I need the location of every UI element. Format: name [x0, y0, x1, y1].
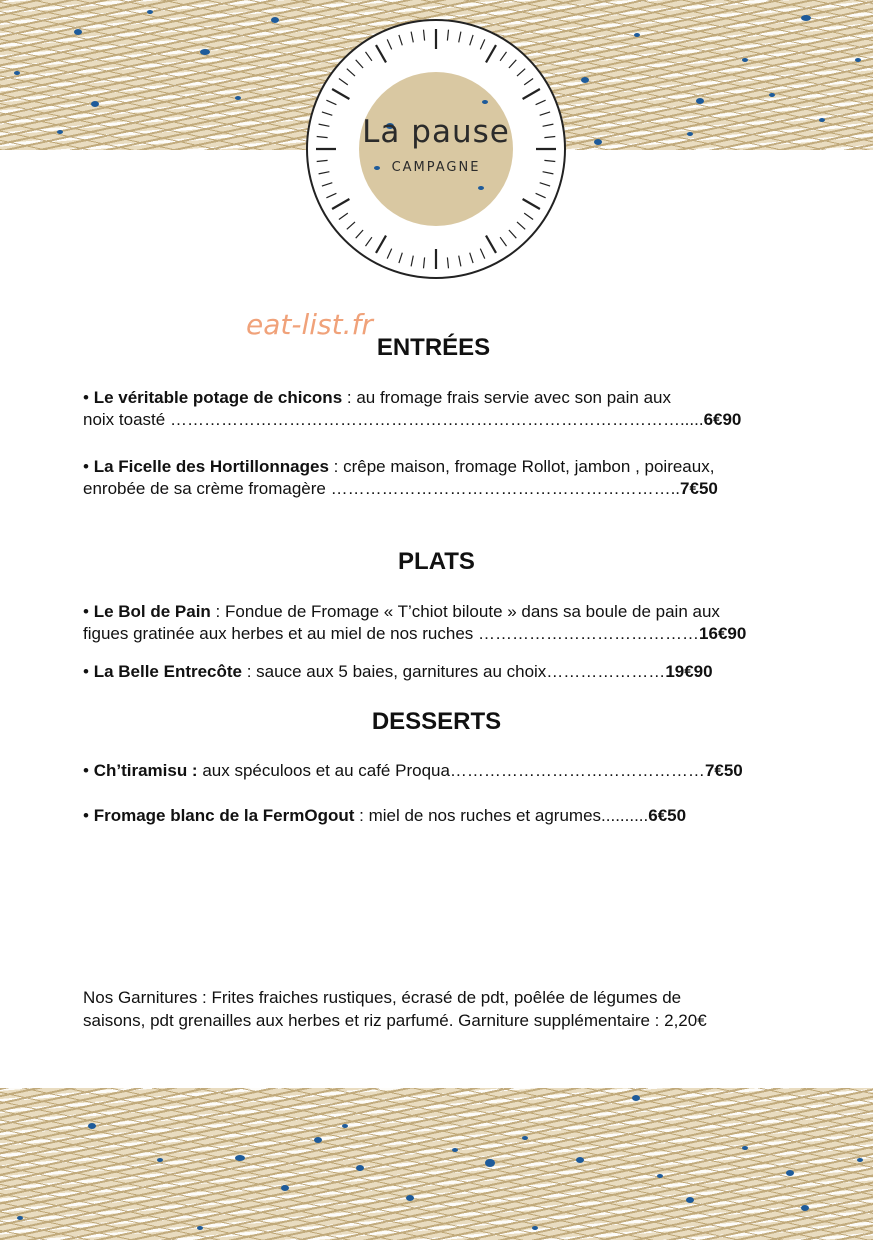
menu-item — [83, 387, 803, 431]
texture-speckles — [0, 1088, 873, 1240]
item-description-cont: noix toasté ………………………………………………………………………………..... — [83, 410, 704, 429]
garnitures-line-1: Nos Garnitures : Frites fraiches rustiques, écrasé de pdt, poêlée de légumes de — [83, 988, 682, 1007]
item-description-cont: figues gratinée aux herbes et au miel de nos ruches ………………………………… — [83, 624, 700, 643]
bottom-texture-band — [0, 1088, 873, 1240]
item-name: Le véritable potage de chicons — [93, 388, 343, 407]
item-name: Ch’tiramisu : — [93, 761, 198, 780]
item-description: : sauce aux 5 baies, garnitures au choix………………… — [242, 662, 666, 681]
item-description-cont: enrobée de sa crème fromagère …………………………………………………….. — [83, 479, 681, 498]
bullet: • — [83, 806, 94, 825]
menu-item — [83, 760, 803, 782]
section-title-plats: PLATS — [398, 548, 475, 575]
item-name: Le Bol de Pain — [93, 602, 211, 621]
brand-logo — [305, 18, 567, 280]
menu-item — [83, 456, 803, 500]
watermark-link[interactable]: eat-list.fr — [246, 308, 373, 341]
menu-item — [83, 661, 803, 683]
menu-item — [83, 601, 803, 645]
garnitures-line-2: saisons, pdt grenailles aux herbes et riz parfumé. Garniture supplémentaire : 2,20€ — [83, 1011, 707, 1030]
item-description: : Fondue de Fromage « T’chiot biloute » dans sa boule de pain aux — [210, 602, 720, 621]
brand-name: La pause — [362, 114, 510, 150]
bullet: • — [83, 761, 94, 780]
item-price: 6€50 — [648, 806, 687, 825]
item-name: La Belle Entrecôte — [93, 662, 243, 681]
menu-item — [83, 805, 803, 827]
section-title-desserts: DESSERTS — [371, 708, 502, 735]
item-description: : miel de nos ruches et agrumes.......... — [354, 806, 649, 825]
item-price: 16€90 — [699, 624, 747, 643]
item-price: 7€50 — [680, 479, 718, 498]
brand-subtitle: CAMPAGNE — [391, 160, 481, 175]
item-price: 6€90 — [703, 410, 742, 429]
item-description: : au fromage frais servie avec son pain aux — [342, 388, 671, 407]
item-name: La Ficelle des Hortillonnages — [93, 457, 329, 476]
bullet: • — [83, 662, 94, 681]
bullet: • — [83, 457, 94, 476]
item-price: 19€90 — [665, 662, 713, 681]
bullet: • — [83, 388, 94, 407]
item-description: aux spéculoos et au café Proqua……………………………………… — [197, 761, 705, 780]
item-description: : crêpe maison, fromage Rollot, jambon , poireaux, — [328, 457, 715, 476]
section-title-entrees: ENTRÉES — [376, 334, 491, 361]
garnitures-note — [83, 986, 803, 1032]
item-name: Fromage blanc de la FermOgout — [93, 806, 355, 825]
item-price: 7€50 — [704, 761, 743, 780]
bullet: • — [83, 602, 94, 621]
